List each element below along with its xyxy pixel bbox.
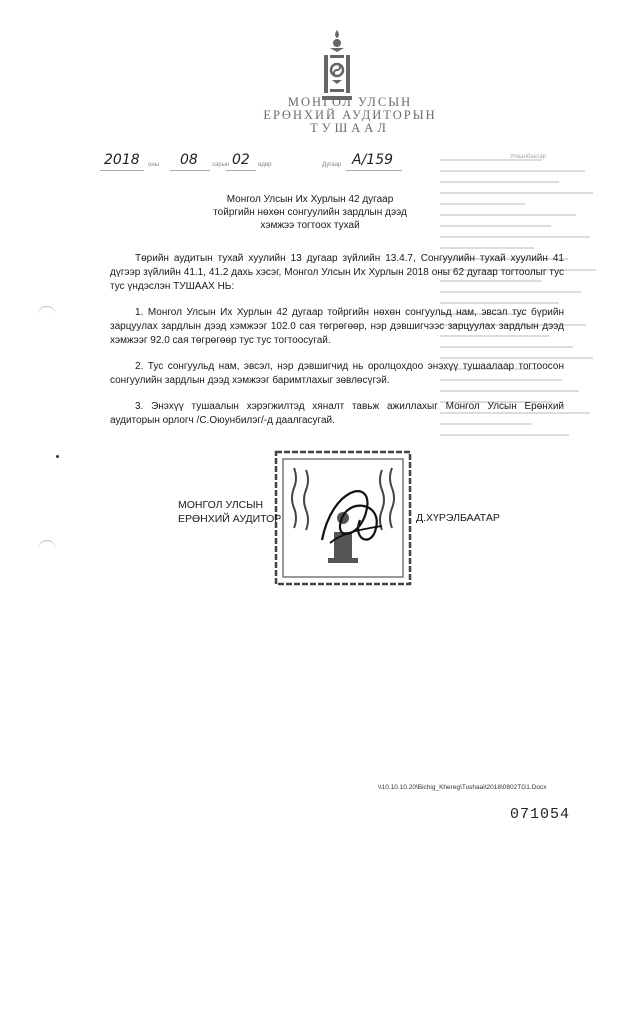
org-line-2: ЕРӨНХИЙ АУДИТОРЫН [263, 108, 437, 122]
signatory-line-2: ЕРӨНХИЙ АУДИТОР [178, 513, 282, 525]
title-line-1: Монгол Улсын Их Хурлын 42 дугаар [226, 194, 394, 205]
signatory-name: Д.ХҮРЭЛБААТАР [416, 512, 500, 524]
file-path: \\10.10.10.20\Bichig_Khereg\Tushaal\2018\0802TG1.Docx [378, 784, 547, 791]
date-year: 2018 [104, 152, 140, 168]
date-line [100, 152, 580, 174]
day-suffix: өдөр [258, 162, 272, 168]
order-item-3: 3. Энэхүү тушаалын хэрэгжилтэд хяналт тавьж ажиллахыг Монгол Улсын Ерөнхий аудиторын орлогч /С.Оюунбилэг/-д даалгасугай. [110, 401, 564, 426]
date-month: 08 [180, 152, 198, 168]
month-suffix: сарын [212, 162, 230, 168]
official-seal-stamp [272, 448, 414, 588]
ink-dot [56, 455, 59, 458]
punch-hole-mark [38, 540, 56, 553]
soyombo-emblem-icon [318, 28, 356, 102]
signatory-title [178, 498, 281, 526]
org-line-1: МОНГОЛ УЛСЫН [287, 95, 413, 109]
document-title [150, 193, 470, 232]
organization-header [250, 96, 450, 135]
org-line-3: ТУШААЛ [310, 121, 390, 135]
date-day: 02 [232, 152, 250, 168]
preamble-paragraph: Төрийн аудитын тухай хуулийн 13 дугаар зүйлийн 13.4.7, Сонгуулийн тухай хуулийн 41 дүгээр зүйлийн 41.1, 41.2 дахь хэсэг, Монгол Улсын Их Хурлын 2018 оны 62 дугаар тогтоолыг тус тус үндэслэн ТУШААХ НЬ: [110, 253, 564, 292]
order-item-2: 2. Тус сонгуульд нам, эвсэл, нэр дэвшигчид нь оролцохдоо энэхүү тушаалаар тогтоосон сонгуулийн зардлын дээд хэмжээг баримтлахыг зөвлөсүгэй. [110, 361, 564, 386]
punch-hole-mark [38, 306, 56, 319]
number-label: Дугаар [322, 162, 342, 168]
year-suffix: оны [148, 162, 159, 168]
signatory-line-1: МОНГОЛ УЛСЫН [178, 499, 264, 511]
title-line-2: тойргийн нөхөн сонгуулийн зардлын дээд [213, 207, 407, 218]
serial-number: 071054 [510, 806, 571, 823]
place-name: Улаанбаатар [510, 154, 547, 160]
order-number: A/159 [352, 152, 394, 168]
title-line-3: хэмжээ тогтоох тухай [260, 220, 360, 231]
order-item-1: 1. Монгол Улсын Их Хурлын 42 дугаар тойргийн нөхөн сонгуульд нам, эвсэл тус бүрийн зарцуулах зардлын дээд хэмжээг 102.0 сая төгрөгөөр, нэр дэвшигчээс зарцуулах зардлын дээд хэмжээг 92.0 сая төгрөгөөр тус тус тогтоосугай. [110, 307, 564, 346]
